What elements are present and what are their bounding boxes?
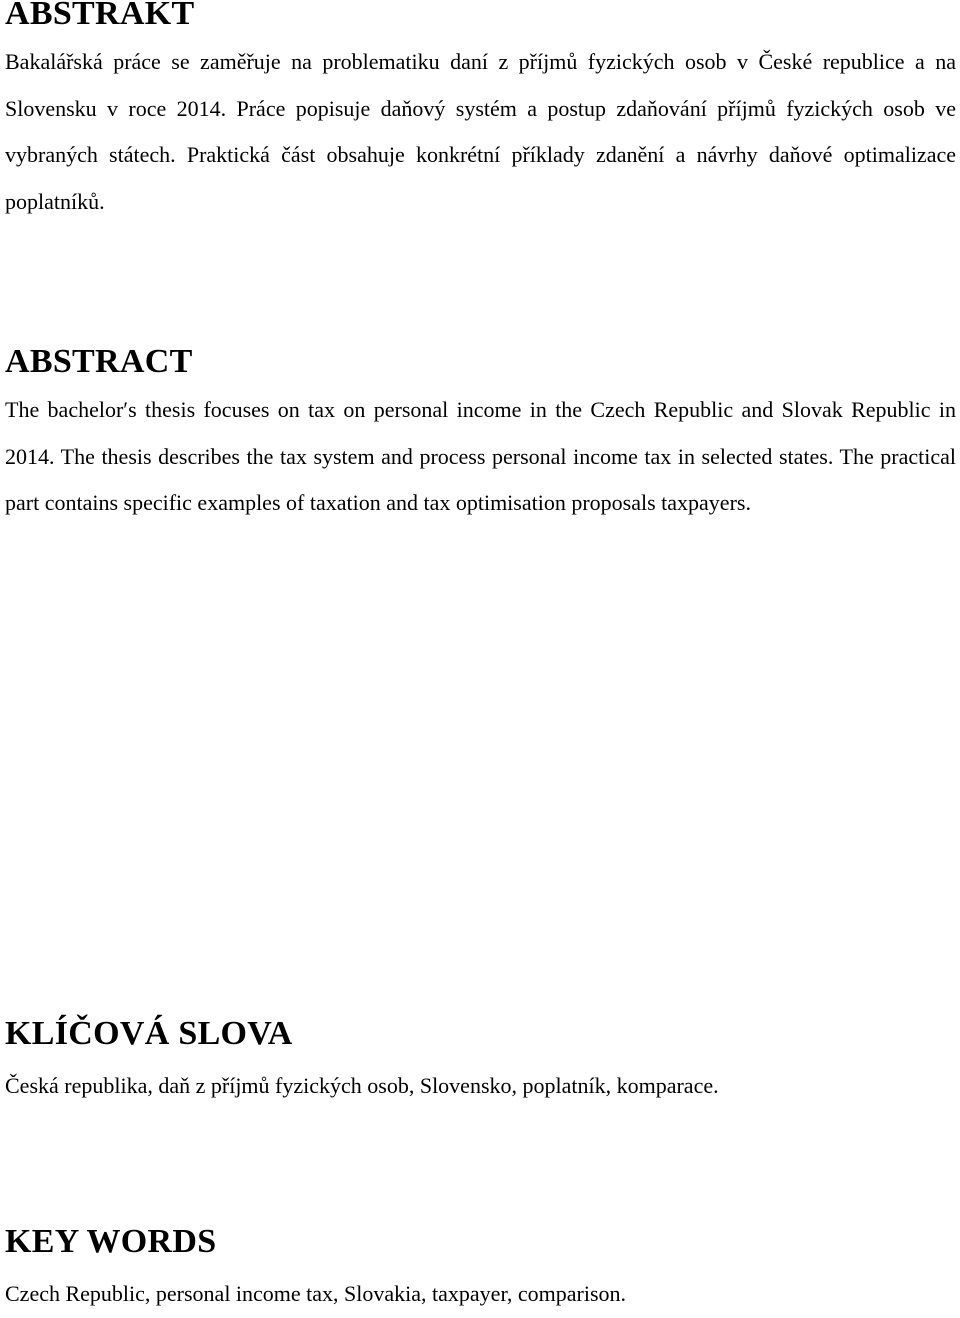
abstrakt-paragraph: Bakalářská práce se zaměřuje na problematiku daní z příjmů fyzických osob v České republice a na Slovensku v roce 2014. Práce popisuje daňový systém a postup zdaňování příjmů fyzických osob ve vybraných státech. Praktická část obsahuje konkrétní příklady zdanění a návrhy daňové optimalizace poplatníků. (5, 49, 956, 214)
klicova-slova-section (5, 1014, 956, 1110)
abstract-heading: ABSTRACT (5, 343, 193, 380)
abstract-section (5, 342, 956, 527)
abstrakt-heading: ABSTRAKT (5, 0, 195, 32)
key-words-list: Czech Republic, personal income tax, Slovakia, taxpayer, comparison. (5, 1281, 627, 1306)
key-words-heading: KEY WORDS (5, 1223, 217, 1260)
abstract-paragraph: The bachelor′s thesis focuses on tax on personal income in the Czech Republic and Slovak Republic in 2014. The thesis describes the tax system and process personal income tax in selected states. The practical part contains specific examples of taxation and tax optimisation proposals taxpayers. (5, 397, 956, 515)
klicova-slova-heading: KLÍČOVÁ SLOVA (5, 1015, 293, 1052)
key-words-section (5, 1222, 956, 1318)
abstrakt-section (5, 0, 956, 225)
klicova-slova-list: Česká republika, daň z příjmů fyzických osob, Slovensko, poplatník, komparace. (5, 1073, 719, 1098)
